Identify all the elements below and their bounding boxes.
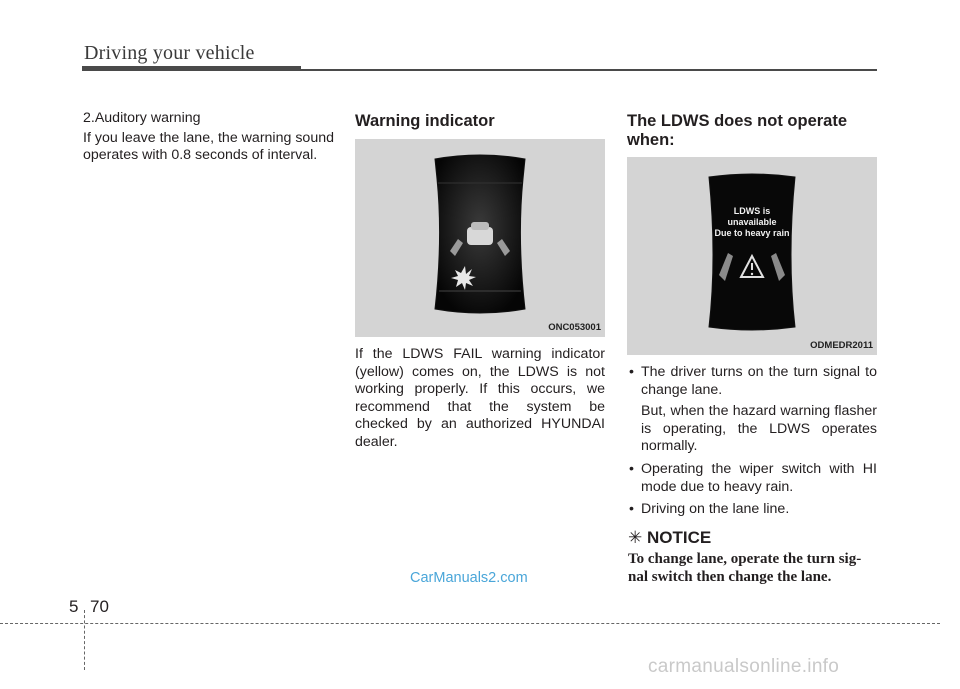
figure-code: ONC053001 — [548, 322, 601, 333]
auditory-warning-text: If you leave the lane, the warning sound operates with 0.8 seconds of interval. — [83, 129, 334, 164]
ldws-unavailable-figure — [627, 157, 877, 355]
page-number: 70 — [90, 597, 109, 616]
display-line-3: Due to heavy rain — [714, 228, 790, 238]
header-rule-thin — [301, 69, 877, 71]
notice-line-1: To change lane, operate the turn sig- — [628, 551, 862, 567]
footer-rule — [0, 623, 940, 624]
ldws-not-operate-heading — [627, 112, 877, 150]
footer-site-watermark[interactable]: carmanualsonline.info — [648, 656, 840, 677]
notice-body — [628, 550, 880, 586]
display-line-1: LDWS is — [733, 206, 771, 216]
cluster-display-illustration — [355, 139, 605, 337]
warning-indicator-figure — [355, 139, 605, 337]
list-item-text: Operating the wiper switch with HI mode due to heavy rain. — [641, 460, 877, 495]
header-rule-thick — [82, 66, 301, 71]
list-item-text: Driving on the lane line. — [641, 501, 790, 518]
heading-line-2: when: — [627, 131, 675, 149]
list-item — [627, 364, 877, 456]
notice-title: NOTICE — [646, 528, 712, 547]
display-line-2: unavailable — [727, 217, 777, 227]
chapter-number: 5 — [69, 597, 79, 616]
display-message — [713, 206, 791, 239]
notice-line-2: nal switch then change the lane. — [628, 569, 832, 585]
list-item-note: But, when the hazard warning flasher is operating, the LDWS operates normally. — [641, 403, 877, 455]
notice-heading — [628, 528, 711, 548]
ldws-unavailable-display — [627, 157, 877, 355]
list-item-text: The driver turns on the turn signal to change lane. — [641, 364, 877, 398]
notice-star-icon: ✳ — [628, 528, 643, 547]
conditions-list-container — [627, 364, 877, 524]
auditory-warning-heading: 2.Auditory warning — [83, 110, 201, 126]
warning-indicator-heading: Warning indicator — [355, 112, 495, 130]
left-column — [83, 110, 334, 167]
warning-indicator-text: If the LDWS FAIL warning indicator (yellow) comes on, the LDWS is not working properly. If this occurs, we recommend that the system be checked by an authorized HYUNDAI dealer. — [355, 346, 605, 450]
footer-divider — [84, 610, 85, 670]
figure-code: ODMEDR2011 — [810, 340, 873, 351]
heading-line-1: The LDWS does not operate — [627, 112, 848, 130]
watermark-link[interactable]: CarManuals2.com — [410, 570, 528, 586]
conditions-list — [627, 364, 877, 519]
list-item — [627, 501, 877, 519]
list-item — [627, 461, 877, 496]
section-title: Driving your vehicle — [84, 42, 255, 64]
